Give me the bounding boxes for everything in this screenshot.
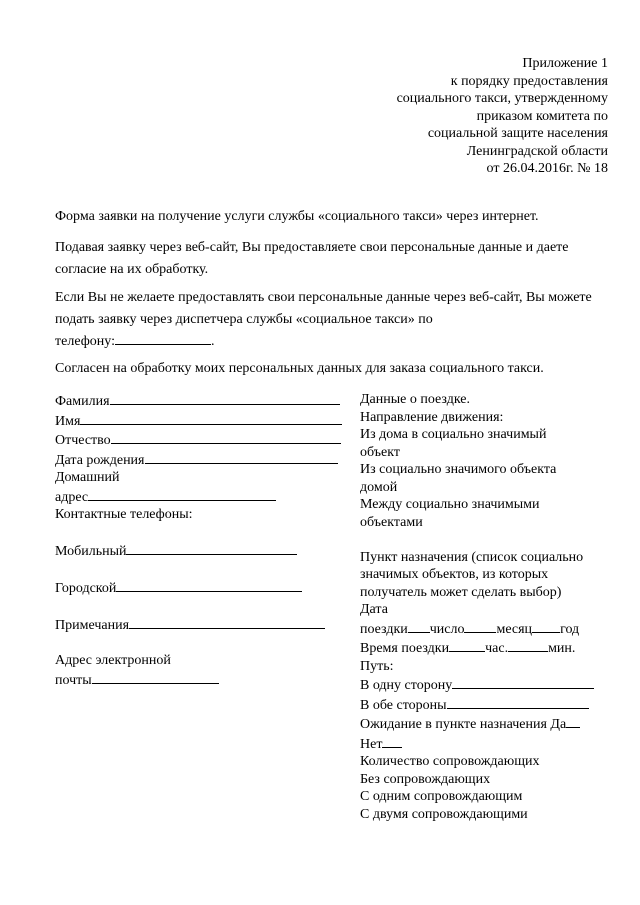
- email-label: почты: [55, 672, 92, 688]
- appendix-line: от 26.04.2016г. № 18: [486, 161, 608, 176]
- waiting-no-label: Нет: [360, 736, 383, 752]
- hours-label: час.: [485, 641, 509, 656]
- appendix-header: [308, 55, 608, 178]
- two-escorts-option[interactable]: С двумя сопровождающими: [360, 806, 528, 822]
- escorts-heading: Количество сопровождающих: [360, 754, 540, 769]
- minutes-label: мин.: [548, 641, 576, 656]
- appendix-line: приказом комитета по: [476, 108, 608, 124]
- to-home-option[interactable]: Из социально значимого объекта: [360, 462, 557, 477]
- appendix-line: к порядку предоставления: [450, 73, 608, 89]
- trip-data-heading: Данные о поездке.: [360, 392, 470, 407]
- between-option-cont: объектами: [360, 514, 423, 530]
- time-field: [360, 638, 620, 658]
- phones-heading: Контактные телефоны:: [55, 507, 193, 522]
- landline-label: Городской: [55, 581, 117, 596]
- email-blank[interactable]: [92, 670, 219, 684]
- minutes-blank[interactable]: [508, 638, 548, 652]
- destination-label-cont: значимых объектов, из которых: [360, 567, 549, 582]
- year-label: год: [560, 621, 580, 637]
- day-label: число: [429, 621, 465, 637]
- surname-field: [55, 391, 355, 411]
- waiting-no-field: [360, 734, 620, 754]
- address-label: адрес: [55, 489, 89, 505]
- destination-label: Пункт назначения (список социально: [360, 549, 584, 565]
- name-field: [55, 411, 355, 431]
- mobile-blank[interactable]: [126, 541, 297, 555]
- address-label-line: Домашний: [55, 470, 120, 485]
- trip-data-column: [360, 391, 620, 823]
- mobile-label: Мобильный: [55, 544, 127, 559]
- hours-blank[interactable]: [449, 638, 485, 652]
- no-escort-option[interactable]: Без сопровождающих: [360, 771, 491, 787]
- month-blank[interactable]: [464, 619, 496, 633]
- alternative-notice: [55, 287, 615, 353]
- mobile-field: [55, 541, 355, 561]
- destination-label-cont: получатель может сделать выбор): [360, 584, 562, 600]
- phone-blank[interactable]: [115, 331, 211, 345]
- birthdate-label: Дата рождения: [55, 452, 145, 468]
- appendix-line: социального такси, утвержденному: [396, 91, 608, 106]
- between-option[interactable]: Между социально значимыми: [360, 497, 540, 512]
- patronymic-field: [55, 430, 355, 450]
- notes-label: Примечания: [55, 618, 130, 633]
- agreement-text: Согласен на обработку моих персональных данных для заказа социального такси.: [55, 361, 544, 376]
- waiting-yes-blank[interactable]: [566, 714, 580, 728]
- email-label-line: Адрес электронной: [55, 653, 171, 668]
- from-home-option[interactable]: Из дома в социально значимый: [360, 427, 547, 442]
- alternative-text: Если Вы не желаете предоставлять свои персональные данные через веб-сайт, Вы можете подать заявку через диспетчера службы «социальное такси» по: [55, 290, 592, 327]
- notes-blank[interactable]: [129, 615, 325, 629]
- one-way-field: [360, 675, 620, 695]
- date-label-cont: поездки: [360, 621, 408, 637]
- both-ways-label: В обе стороны: [360, 697, 447, 713]
- phone-label: телефону:: [55, 334, 115, 349]
- name-label: Имя: [55, 413, 81, 429]
- one-escort-option[interactable]: С одним сопровождающим: [360, 789, 523, 804]
- from-home-option-cont: объект: [360, 444, 400, 460]
- both-ways-field: [360, 695, 620, 715]
- year-blank[interactable]: [532, 619, 560, 633]
- date-field: [360, 619, 620, 639]
- address-blank[interactable]: [88, 487, 276, 501]
- landline-field: [55, 578, 355, 598]
- birthdate-blank[interactable]: [145, 450, 338, 464]
- one-way-blank[interactable]: [452, 675, 594, 689]
- consent-notice: Подавая заявку через веб-сайт, Вы предоставляете свои персональные данные и даете согласие на их обработку.: [55, 240, 569, 277]
- both-ways-blank[interactable]: [447, 695, 589, 709]
- month-label: месяц: [496, 621, 533, 637]
- personal-data-column: [55, 391, 355, 689]
- waiting-no-blank[interactable]: [382, 734, 402, 748]
- to-home-option-cont: домой: [360, 479, 398, 495]
- patronymic-blank[interactable]: [111, 430, 341, 444]
- address-field: [55, 487, 355, 507]
- email-field: [55, 670, 355, 690]
- appendix-line: Приложение 1: [522, 56, 608, 71]
- phone-end: .: [210, 334, 215, 349]
- appendix-line: Ленинградской области: [466, 143, 608, 159]
- day-blank[interactable]: [408, 619, 430, 633]
- waiting-field: [360, 714, 620, 734]
- route-heading: Путь:: [360, 658, 394, 674]
- appendix-line: социальной защите населения: [427, 126, 608, 141]
- direction-heading: Направление движения:: [360, 409, 504, 425]
- landline-blank[interactable]: [116, 578, 302, 592]
- one-way-label: В одну сторону: [360, 678, 453, 693]
- birthdate-field: [55, 450, 355, 470]
- form-title: Форма заявки на получение услуги службы «социального такси» через интернет.: [55, 209, 539, 224]
- notes-field: [55, 615, 355, 635]
- time-label: Время поездки: [360, 641, 450, 656]
- waiting-label: Ожидание в пункте назначения Да: [360, 717, 567, 732]
- name-blank[interactable]: [80, 411, 342, 425]
- date-label: Дата: [360, 602, 388, 617]
- patronymic-label: Отчество: [55, 433, 111, 448]
- surname-label: Фамилия: [55, 394, 110, 409]
- surname-blank[interactable]: [110, 391, 340, 405]
